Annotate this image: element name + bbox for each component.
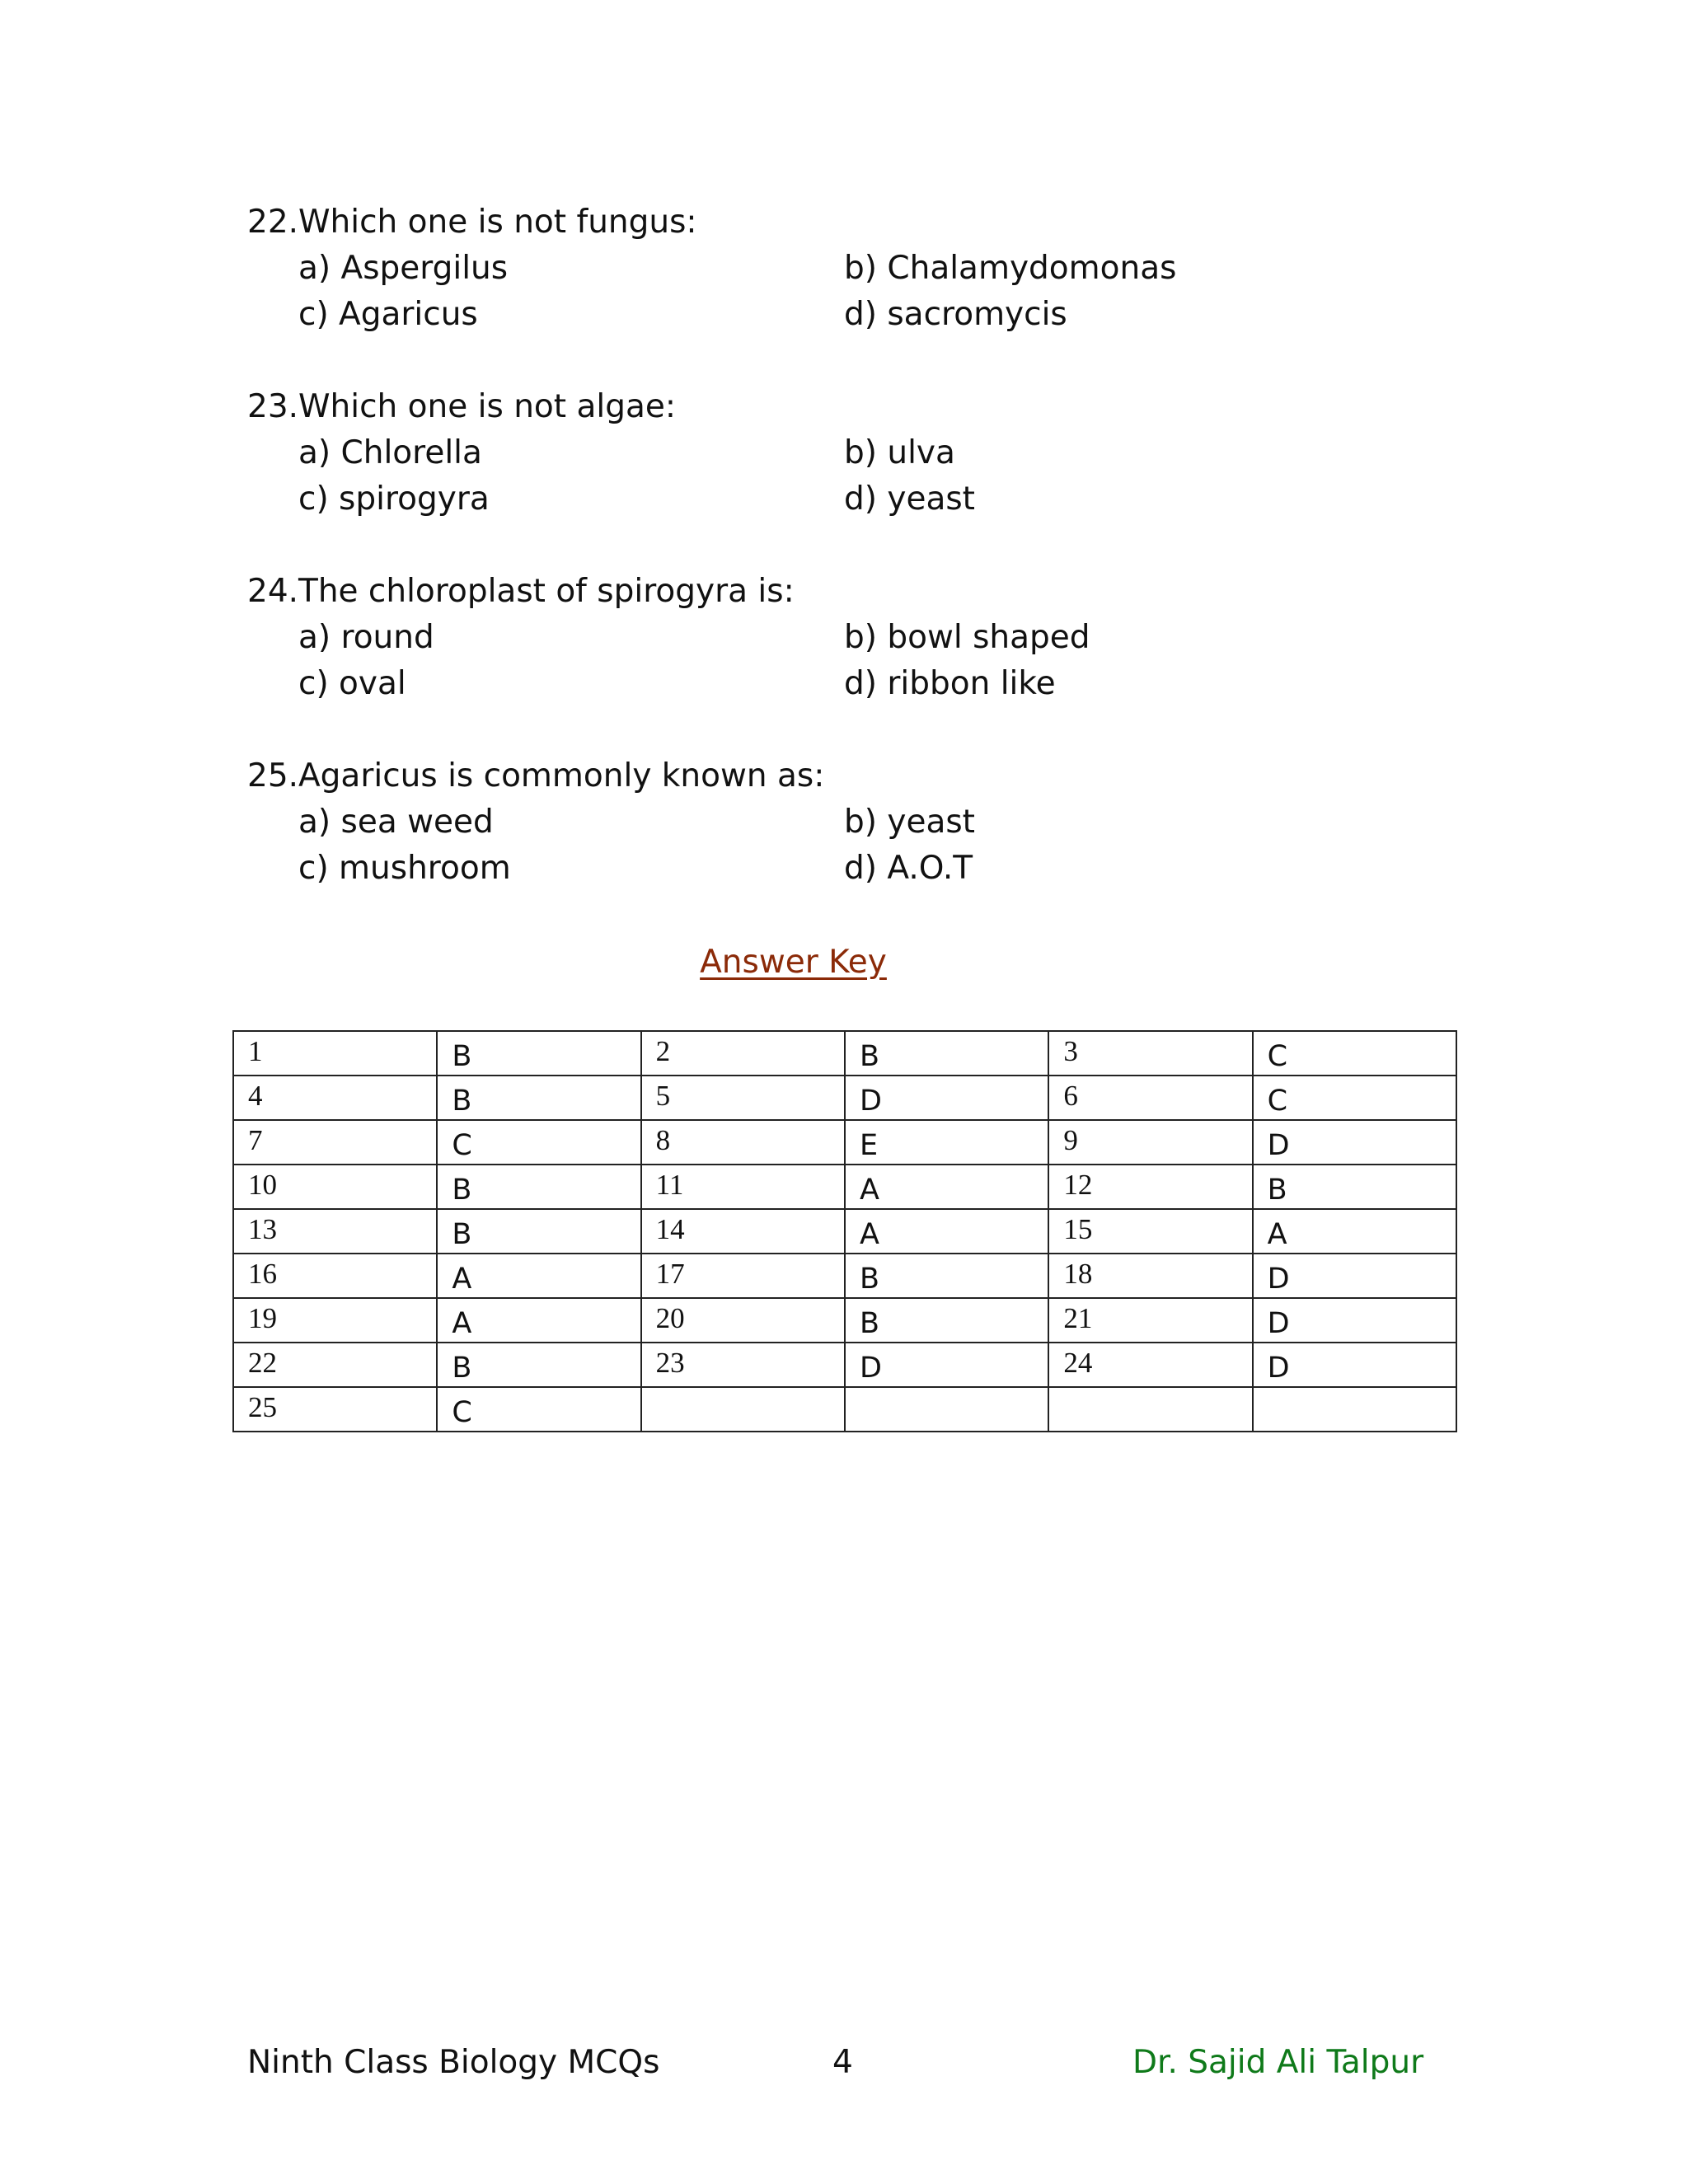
options-row bbox=[247, 246, 1319, 292]
option-a: a) Chlorella bbox=[298, 434, 482, 471]
question-number: 22. bbox=[247, 204, 299, 241]
table-row bbox=[233, 1298, 1456, 1343]
question-number-cell: 1 bbox=[233, 1031, 437, 1076]
options-row bbox=[247, 799, 1319, 846]
answer-cell: B bbox=[437, 1165, 640, 1209]
page-number: 4 bbox=[832, 2044, 853, 2081]
question-stem bbox=[247, 199, 1319, 246]
table-row bbox=[233, 1387, 1456, 1432]
question-text: The chloroplast of spirogyra is: bbox=[298, 573, 795, 610]
option-d: d) ribbon like bbox=[844, 665, 1056, 702]
question-number-cell: 22 bbox=[233, 1343, 437, 1387]
question-number-cell: 11 bbox=[641, 1165, 845, 1209]
option-a: a) Aspergilus bbox=[298, 250, 509, 287]
question-number-cell: 9 bbox=[1048, 1120, 1252, 1165]
question-24 bbox=[247, 569, 1319, 707]
answer-cell: D bbox=[845, 1343, 1048, 1387]
question-number-cell: 2 bbox=[641, 1031, 845, 1076]
answer-cell: B bbox=[437, 1031, 640, 1076]
answer-cell: D bbox=[1253, 1343, 1456, 1387]
answer-cell: B bbox=[437, 1076, 640, 1120]
question-number-cell: 8 bbox=[641, 1120, 845, 1165]
option-c: c) oval bbox=[298, 665, 406, 702]
question-number-cell: 25 bbox=[233, 1387, 437, 1432]
answer-cell: C bbox=[437, 1387, 640, 1432]
answer-cell bbox=[845, 1387, 1048, 1432]
question-number-cell bbox=[1048, 1387, 1252, 1432]
option-a: a) round bbox=[298, 619, 434, 656]
answer-cell: A bbox=[437, 1254, 640, 1298]
options-row bbox=[247, 430, 1319, 476]
options-row bbox=[247, 292, 1319, 338]
question-22 bbox=[247, 199, 1319, 338]
option-d: d) yeast bbox=[844, 480, 975, 518]
question-text: Which one is not algae: bbox=[298, 388, 676, 425]
option-c: c) Agaricus bbox=[298, 296, 478, 333]
answer-cell: A bbox=[1253, 1209, 1456, 1254]
option-b: b) Chalamydomonas bbox=[844, 250, 1177, 287]
question-number-cell: 12 bbox=[1048, 1165, 1252, 1209]
question-text: Agaricus is commonly known as: bbox=[298, 757, 825, 794]
options-row bbox=[247, 661, 1319, 707]
answer-cell: D bbox=[1253, 1298, 1456, 1343]
question-number-cell: 19 bbox=[233, 1298, 437, 1343]
question-stem bbox=[247, 569, 1319, 615]
question-number: 25. bbox=[247, 757, 299, 794]
question-number-cell: 4 bbox=[233, 1076, 437, 1120]
answer-cell: B bbox=[845, 1254, 1048, 1298]
answer-cell: B bbox=[1253, 1165, 1456, 1209]
option-b: b) yeast bbox=[844, 804, 975, 841]
question-number-cell: 10 bbox=[233, 1165, 437, 1209]
option-d: d) sacromycis bbox=[844, 296, 1067, 333]
table-row bbox=[233, 1076, 1456, 1120]
question-number-cell: 14 bbox=[641, 1209, 845, 1254]
answer-cell: A bbox=[437, 1298, 640, 1343]
question-number-cell: 13 bbox=[233, 1209, 437, 1254]
question-number-cell: 15 bbox=[1048, 1209, 1252, 1254]
question-number: 23. bbox=[247, 388, 299, 425]
question-text: Which one is not fungus: bbox=[298, 204, 697, 241]
option-a: a) sea weed bbox=[298, 804, 494, 841]
answer-cell: A bbox=[845, 1209, 1048, 1254]
question-25 bbox=[247, 753, 1319, 892]
question-number-cell: 6 bbox=[1048, 1076, 1252, 1120]
answer-cell: D bbox=[845, 1076, 1048, 1120]
question-number-cell: 3 bbox=[1048, 1031, 1252, 1076]
table-row bbox=[233, 1254, 1456, 1298]
options-row bbox=[247, 615, 1319, 661]
question-number: 24. bbox=[247, 573, 299, 610]
question-number-cell: 16 bbox=[233, 1254, 437, 1298]
answer-cell: B bbox=[845, 1031, 1048, 1076]
question-number-cell bbox=[641, 1387, 845, 1432]
options-row bbox=[247, 846, 1319, 892]
footer-book-title: Ninth Class Biology MCQs bbox=[247, 2044, 660, 2081]
answer-key-heading: Answer Key bbox=[700, 944, 887, 981]
question-number-cell: 24 bbox=[1048, 1343, 1252, 1387]
question-number-cell: 7 bbox=[233, 1120, 437, 1165]
answer-key-table bbox=[232, 1030, 1457, 1432]
option-d: d) A.O.T bbox=[844, 850, 973, 887]
question-number-cell: 5 bbox=[641, 1076, 845, 1120]
answer-cell: B bbox=[437, 1343, 640, 1387]
options-row bbox=[247, 476, 1319, 523]
table-row bbox=[233, 1120, 1456, 1165]
table-row bbox=[233, 1343, 1456, 1387]
answer-cell: C bbox=[437, 1120, 640, 1165]
option-c: c) mushroom bbox=[298, 850, 511, 887]
table-row bbox=[233, 1209, 1456, 1254]
question-number-cell: 17 bbox=[641, 1254, 845, 1298]
question-number-cell: 21 bbox=[1048, 1298, 1252, 1343]
answer-cell: A bbox=[845, 1165, 1048, 1209]
footer-author: Dr. Sajid Ali Talpur bbox=[1132, 2044, 1424, 2081]
question-23 bbox=[247, 384, 1319, 523]
answer-cell: D bbox=[1253, 1254, 1456, 1298]
answer-cell: C bbox=[1253, 1076, 1456, 1120]
answer-cell: E bbox=[845, 1120, 1048, 1165]
answer-cell: B bbox=[845, 1298, 1048, 1343]
question-number-cell: 18 bbox=[1048, 1254, 1252, 1298]
question-number-cell: 23 bbox=[641, 1343, 845, 1387]
answer-cell: C bbox=[1253, 1031, 1456, 1076]
question-number-cell: 20 bbox=[641, 1298, 845, 1343]
answer-cell bbox=[1253, 1387, 1456, 1432]
question-stem bbox=[247, 753, 1319, 799]
option-c: c) spirogyra bbox=[298, 480, 490, 518]
table-row bbox=[233, 1165, 1456, 1209]
option-b: b) bowl shaped bbox=[844, 619, 1090, 656]
answer-cell: D bbox=[1253, 1120, 1456, 1165]
question-stem bbox=[247, 384, 1319, 430]
table-row bbox=[233, 1031, 1456, 1076]
answer-cell: B bbox=[437, 1209, 640, 1254]
option-b: b) ulva bbox=[844, 434, 955, 471]
